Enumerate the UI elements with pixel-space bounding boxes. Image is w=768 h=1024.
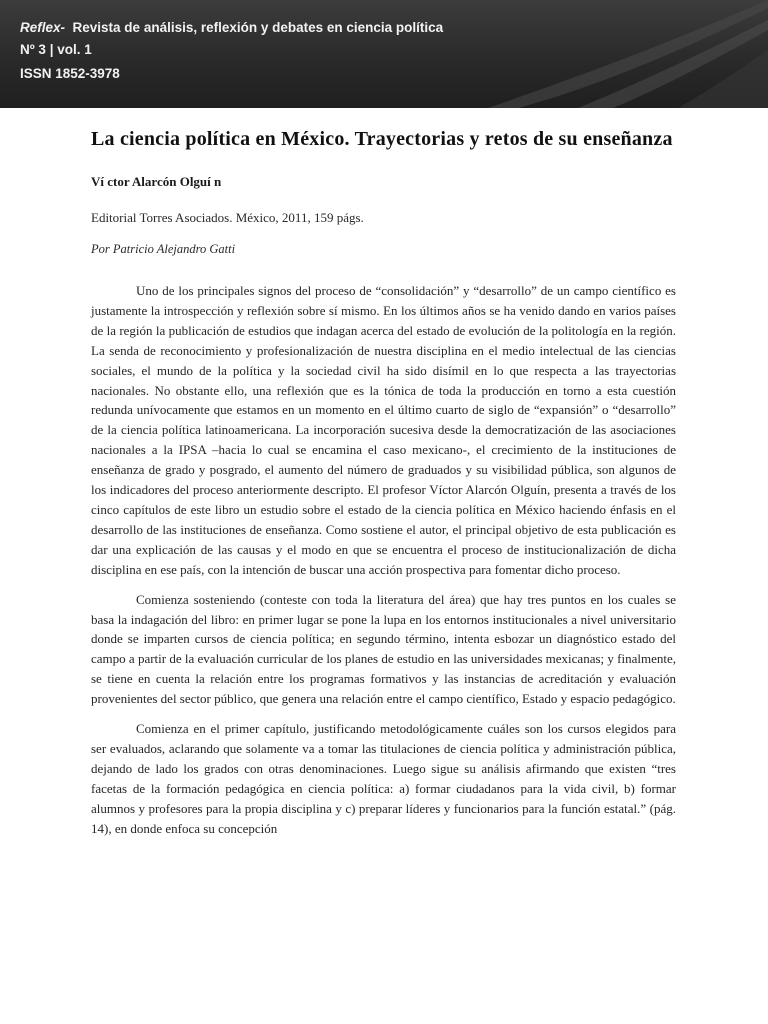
book-author: Ví ctor Alarcón Olguí n: [91, 174, 222, 189]
article-body: [91, 122, 676, 838]
journal-subtitle: Revista de análisis, reflexión y debates en ciencia política: [72, 20, 444, 35]
body-paragraph: Comienza en el primer capítulo, justificando metodológicamente cuáles son los cursos elegidos para ser evaluados, aclarando que solamente va a tomar las titulaciones de ciencia política y administración pública, dejando de lado los grados con otras denominaciones. Luego sigue su análisis afirmando que existen “tres facetas de la formación pedagógica en ciencia política: a) formar ciudadanos para la vida civil, b) formar alumnos y profesores para la propia disciplina y c) preparar líderes y funcionarios para la función estatal.” (pág. 14), en donde enfoca su concepción: [91, 721, 676, 836]
body-paragraph: Comienza sosteniendo (conteste con toda la literatura del área) que hay tres puntos en los cuales se basa la indagación del libro: en primer lugar se pone la lupa en los entornos institucionales a nivel universitario donde se imparten cursos de ciencia política; en segundo término, intenta esbozar un diagnóstico estado del campo a partir de la evaluación curricular de los planes de estudio en las universidades mexicanas; y finalmente, se tiene en cuenta la relación entre los programas formativos y las instancias de acreditación y evaluación provenientes del sector público, que genera una relación entre el campo científico, Estado y espacio pedagógico.: [91, 591, 676, 707]
article-title: La ciencia política en México. Trayectorias y retos de su enseñanza: [91, 128, 673, 150]
journal-name: Reflex-: [20, 20, 66, 35]
journal-issn: ISSN 1852-3978: [20, 66, 120, 81]
decorative-swoosh: [428, 0, 768, 108]
review-author: Por Patricio Alejandro Gatti: [91, 242, 236, 256]
body-paragraph: Uno de los principales signos del proceso de “consolidación” y “desarrollo” de un campo científico es justamente la introspección y reflexión sobre sí mismo. En los últimos años se ha venido dando en varios países de la región la publicación de estudios que indagan acerca del estado de evolución de la politología en la región. La senda de reconocimiento y profesionalización de nuestra disciplina en el medio intelectual de las ciencias sociales, el mundo de la política y la sociedad civil ha sido disímil en lo que respecta a las trayectorias nacionales. No obstante ello, una reflexión que es la tónica de toda la producción en torno a esta cuestión redunda unívocamente que estamos en un momento en el último cuarto de siglo de “expansión” o “desarrollo” de la ciencia política latinoamericana. La incorporación sucesiva desde la democratización de las asociaciones nacionales a la IPSA –hacia lo cual se encamina el caso mexicano-, el crecimiento de la instituciones de enseñanza de grado y posgrado, el aumento del número de graduados y su visibilidad pública, son algunos de los indicadores del proceso anteriormente descripto. El profesor Víctor Alarcón Olguín, presenta a través de los cinco capítulos de este libro un estudio sobre el estado de la ciencia política en México haciendo énfasis en el desarrollo de las instituciones de enseñanza. Como sostiene el autor, el principal objetivo de esta publicación es dar una explicación de las causas y el modo en que se encuentra el proceso de institucionalización de dicha disciplina en ese país, con la intención de buscar una acción prospectiva para fomentar dicho proceso.: [91, 283, 676, 577]
journal-header: [0, 0, 768, 108]
book-publisher: Editorial Torres Asociados. México, 2011, 159 págs.: [91, 210, 364, 225]
journal-issue: Nº 3 | vol. 1: [20, 42, 92, 57]
journal-title-line: [20, 20, 443, 35]
